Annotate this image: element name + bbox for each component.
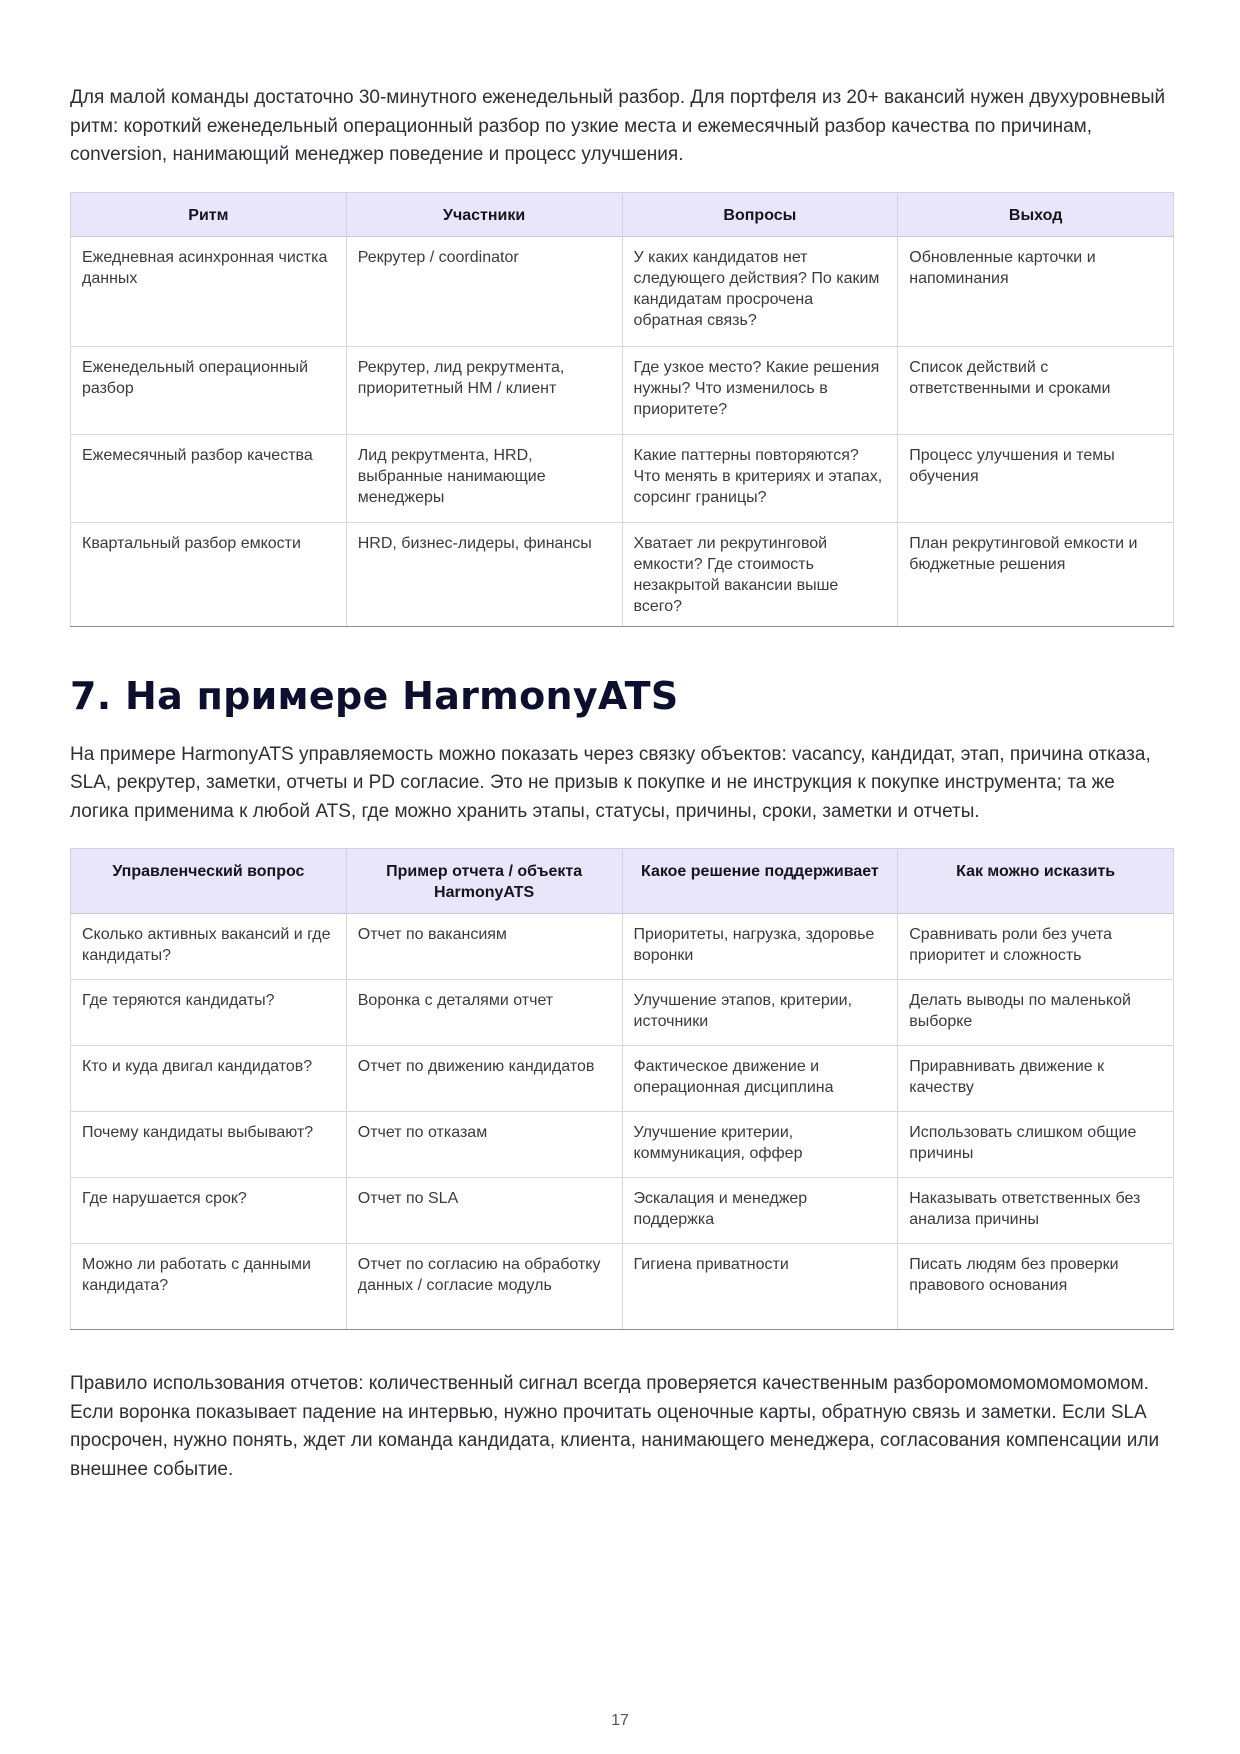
table-row — [71, 980, 1174, 1046]
table-cell: Улучшение критерии, коммуникация, оффер — [622, 1112, 898, 1178]
table-cell: Квартальный разбор емкости — [71, 522, 347, 626]
table-cell: Сколько активных вакансий и где кандидаты? — [71, 914, 347, 980]
table-cell: Фактическое движение и операционная дисциплина — [622, 1046, 898, 1112]
table-cell: Отчет по движению кандидатов — [346, 1046, 622, 1112]
table-cell: Какие паттерны повторяются? Что менять в критериях и этапах, сорсинг границы? — [622, 434, 898, 522]
table-cell: Рекрутер, лид рекрутмента, приоритетный HM / клиент — [346, 346, 622, 434]
table-header-row — [71, 849, 1174, 914]
table-cell: Хватает ли рекрутинговой емкости? Где стоимость незакрытой вакансии выше всего? — [622, 522, 898, 626]
table-cell: Еженедельный операционный разбор — [71, 346, 347, 434]
table-cell: Писать людям без проверки правового основания — [898, 1244, 1174, 1330]
table-row — [71, 1178, 1174, 1244]
table-cell: Улучшение этапов, критерии, источники — [622, 980, 898, 1046]
section-paragraph: На примере HarmonyATS управляемость можно показать через связку объектов: vacancy, кандидат, этап, причина отказа, SLA, рекрутер, заметки, отчеты и PD согласие. Это не призыв к покупке и не инструкция к покупке инструмента; та же логика применима к любой ATS, где можно хранить этапы, статусы, причины, сроки, заметки и отчеты. — [70, 743, 1151, 822]
table-header-row — [71, 192, 1174, 236]
table-cell: Отчет по отказам — [346, 1112, 622, 1178]
table-row — [71, 522, 1174, 626]
table-cell: Почему кандидаты выбывают? — [71, 1112, 347, 1178]
table-cell: Гигиена приватности — [622, 1244, 898, 1330]
table-cell: Отчет по вакансиям — [346, 914, 622, 980]
document-page — [70, 84, 1174, 1484]
table-header-cell: Пример отчета / объекта HarmonyATS — [346, 849, 622, 914]
closing-paragraph: Правило использования отчетов: количественный сигнал всегда проверяется качественным разборомомомомомомомом. Если воронка показывает падение на интервью, нужно прочитать оценочные карты, обратную связь и заметки. Если SLA просрочен, нужно понять, ждет ли команда кандидата, клиента, нанимающего менеджера, согласования компенсации или внешнее событие. — [70, 1373, 1160, 1480]
table-row — [71, 236, 1174, 346]
intro-paragraph: Для малой команды достаточно 30-минутного еженедельный разбор. Для портфеля из 20+ вакансий нужен двухуровневый ритм: короткий еженедельный операционный разбор по узкие места и ежемесячный разбор качества по причинам, conversion, нанимающий менеджер поведение и процесс улучшения. — [70, 87, 1166, 165]
table-cell: Ежемесячный разбор качества — [71, 434, 347, 522]
table-header-cell: Ритм — [71, 192, 347, 236]
table-cell: Использовать слишком общие причины — [898, 1112, 1174, 1178]
table-cell: Список действий с ответственными и сроками — [898, 346, 1174, 434]
table-cell: Эскалация и менеджер поддержка — [622, 1178, 898, 1244]
table-cell: План рекрутинговой емкости и бюджетные решения — [898, 522, 1174, 626]
table-row — [71, 914, 1174, 980]
reports-table — [70, 848, 1174, 1330]
table-cell: Процесс улучшения и темы обучения — [898, 434, 1174, 522]
section-title: 7. На примере HarmonyATS — [70, 673, 679, 718]
table-cell: Воронка с деталями отчет — [346, 980, 622, 1046]
table-cell: Приравнивать движение к качеству — [898, 1046, 1174, 1112]
table-cell: Делать выводы по маленькой выборке — [898, 980, 1174, 1046]
table-header-cell: Вопросы — [622, 192, 898, 236]
table-header-cell: Выход — [898, 192, 1174, 236]
table-cell: HRD, бизнес-лидеры, финансы — [346, 522, 622, 626]
table-cell: Где теряются кандидаты? — [71, 980, 347, 1046]
table-cell: Рекрутер / coordinator — [346, 236, 622, 346]
table-row — [71, 346, 1174, 434]
table-header-cell: Участники — [346, 192, 622, 236]
table-cell: Наказывать ответственных без анализа причины — [898, 1178, 1174, 1244]
page-number: 17 — [611, 1712, 629, 1729]
table-cell: Где нарушается срок? — [71, 1178, 347, 1244]
table-cell: Обновленные карточки и напоминания — [898, 236, 1174, 346]
table-header-cell: Какое решение поддерживает — [622, 849, 898, 914]
rhythm-table — [70, 192, 1174, 627]
table-header-cell: Управленческий вопрос — [71, 849, 347, 914]
table-row — [71, 434, 1174, 522]
table-row — [71, 1046, 1174, 1112]
table-cell: Можно ли работать с данными кандидата? — [71, 1244, 347, 1330]
table-cell: Отчет по согласию на обработку данных / согласие модуль — [346, 1244, 622, 1330]
table-cell: Ежедневная асинхронная чистка данных — [71, 236, 347, 346]
table-cell: Отчет по SLA — [346, 1178, 622, 1244]
table-cell: У каких кандидатов нет следующего действия? По каким кандидатам просрочена обратная связь? — [622, 236, 898, 346]
table-cell: Лид рекрутмента, HRD, выбранные нанимающие менеджеры — [346, 434, 622, 522]
table-cell: Сравнивать роли без учета приоритет и сложность — [898, 914, 1174, 980]
table-row — [71, 1112, 1174, 1178]
table-row — [71, 1244, 1174, 1330]
table-cell: Приоритеты, нагрузка, здоровье воронки — [622, 914, 898, 980]
table-cell: Кто и куда двигал кандидатов? — [71, 1046, 347, 1112]
table-cell: Где узкое место? Какие решения нужны? Что изменилось в приоритете? — [622, 346, 898, 434]
table-header-cell: Как можно исказить — [898, 849, 1174, 914]
